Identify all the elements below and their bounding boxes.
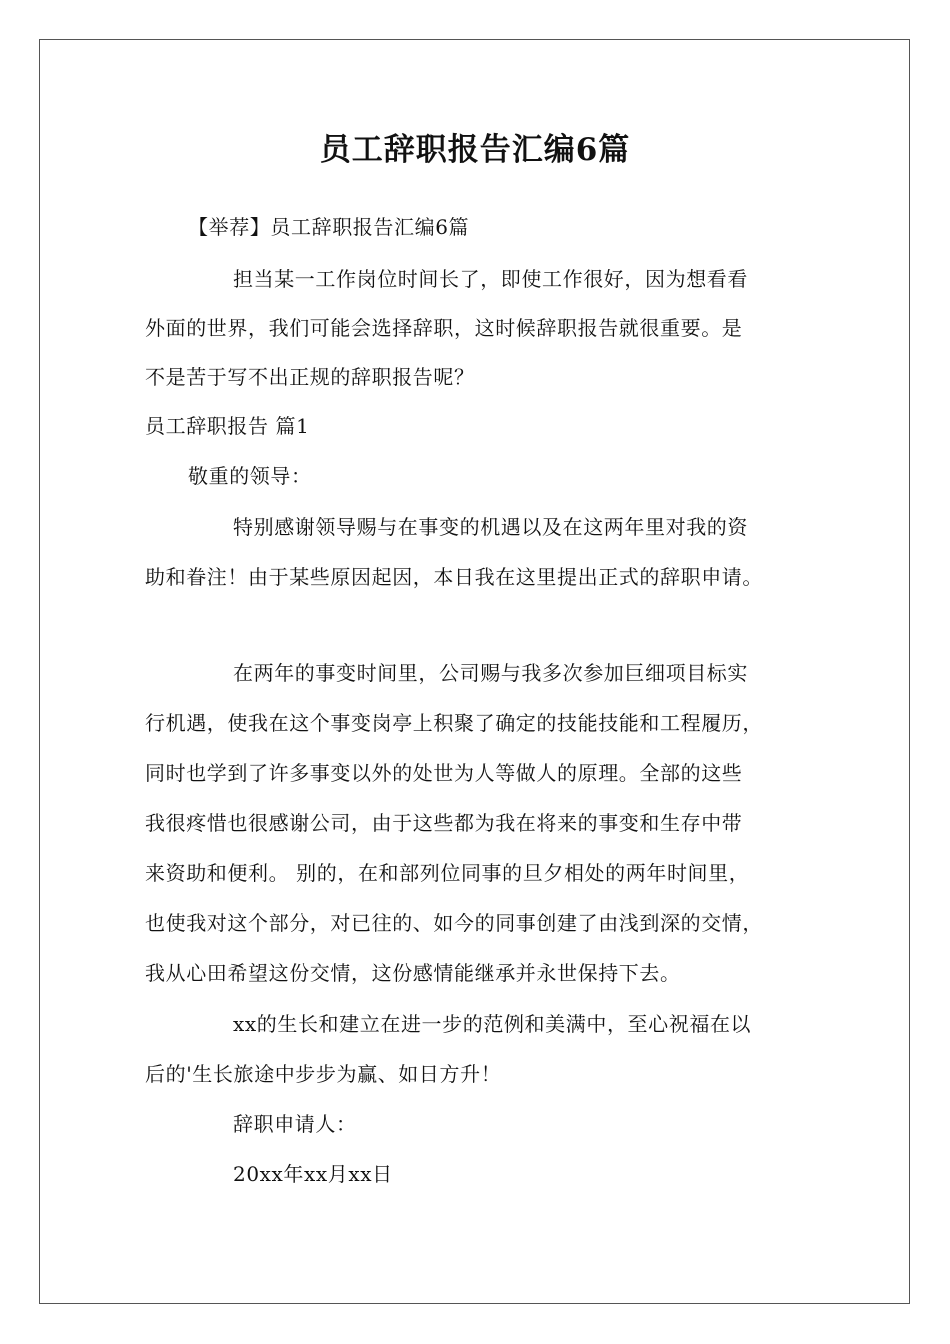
salutation: 敬重的领导： (188, 464, 312, 488)
para3-line-2: 后的'生长旅途中步步为赢、如日方升！ (145, 1062, 502, 1086)
para2-line-3: 同时也学到了许多事变以外的处世为人等做人的原理。全部的这些 (145, 761, 743, 785)
para2-line-4: 我很疼惜也很感谢公司，由于这些都为我在将来的事变和生存中带 (145, 811, 743, 835)
signature-label: 辞职申请人： (233, 1112, 357, 1136)
para1-line-2: 助和眷注！由于某些原因起因，本日我在这里提出正式的辞职申请。 (145, 565, 763, 589)
intro-line-2: 外面的世界，我们可能会选择辞职，这时候辞职报告就很重要。是 (145, 316, 743, 340)
intro-line-3: 不是苦于写不出正规的辞职报告呢？ (145, 365, 475, 389)
para1-line-1: 特别感谢领导赐与在事变的机遇以及在这两年里对我的资 (233, 515, 748, 539)
document-title: 员工辞职报告汇编6篇 (319, 132, 631, 168)
para3-line-1: xx的生长和建立在进一步的范例和美满中，至心祝福在以 (233, 1012, 752, 1036)
intro-line-1: 担当某一工作岗位时间长了，即使工作很好，因为想看看 (233, 267, 748, 291)
signature-date: 20xx年xx月xx日 (233, 1162, 393, 1186)
para2-line-5: 来资助和便利。 别的，在和部列位同事的旦夕相处的两年时间里， (145, 861, 750, 885)
recommend-line: 【举荐】员工辞职报告汇编6篇 (188, 215, 470, 239)
para2-line-6: 也使我对这个部分，对已往的、如今的同事创建了由浅到深的交情， (145, 911, 763, 935)
section-heading: 员工辞职报告 篇1 (145, 414, 310, 438)
para2-line-1: 在两年的事变时间里，公司赐与我多次参加巨细项目标实 (233, 661, 748, 685)
para2-line-7: 我从心田希望这份交情，这份感情能继承并永世保持下去。 (145, 961, 681, 985)
para2-line-2: 行机遇，使我在这个事变岗亭上积聚了确定的技能技能和工程履历， (145, 711, 763, 735)
